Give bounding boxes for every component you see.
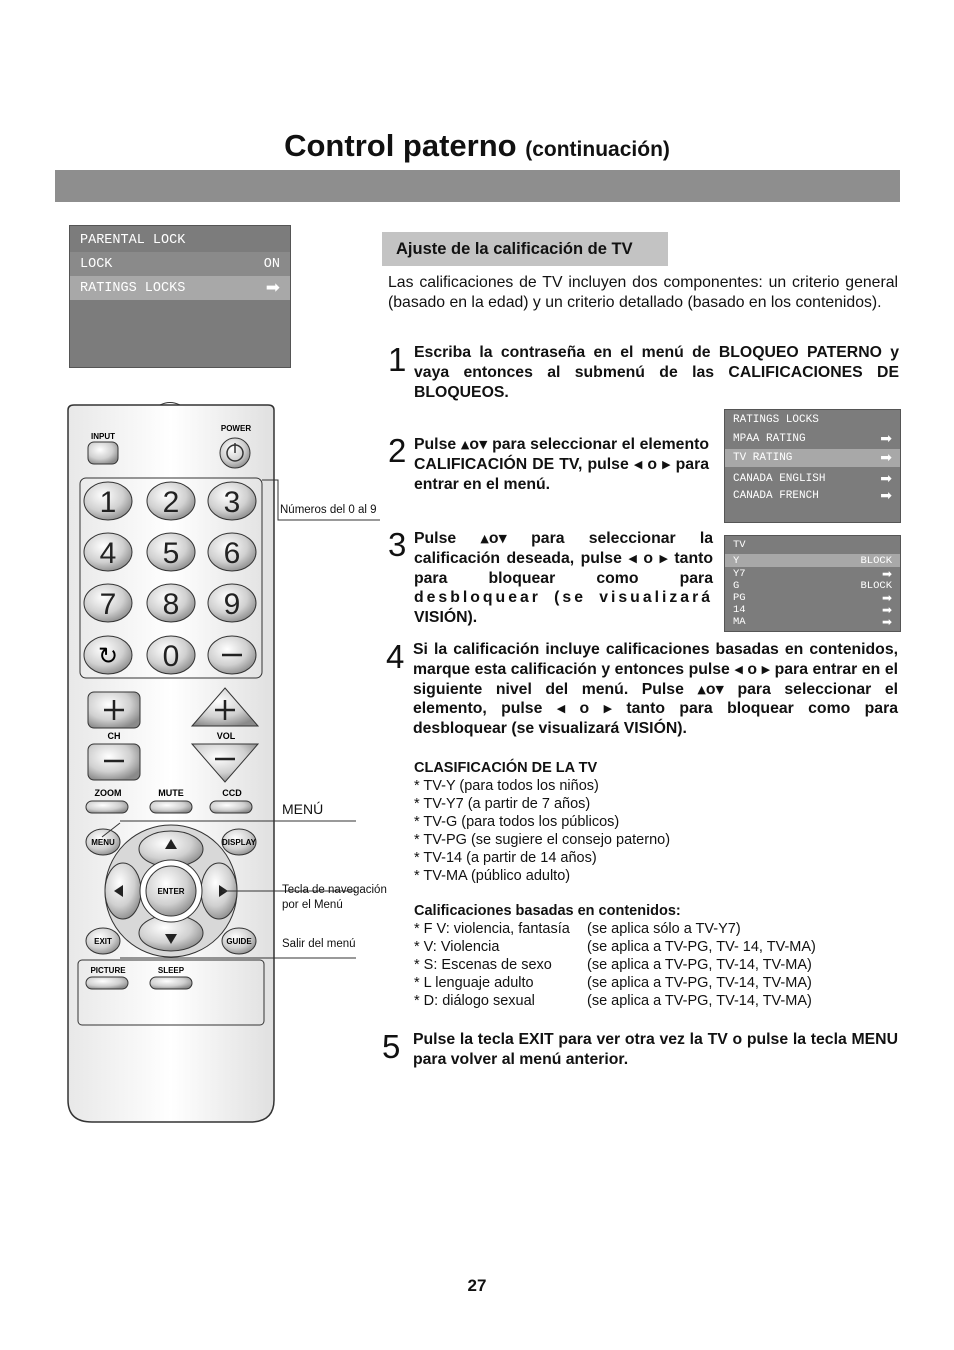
left-arrow-icon: ◀ <box>628 551 637 565</box>
left-arrow-icon: ◀ <box>633 457 643 471</box>
down-arrow-icon: ▼ <box>498 532 507 545</box>
down-arrow-icon: ▼ <box>715 682 724 696</box>
menu-row: CANADA FRENCH ➡ <box>733 488 892 504</box>
content-ratings-list: Calificaciones basadas en contenidos: * F V: violencia, fantasía (se aplica sólo a TV-Y7) * V: Violencia (se aplica a TV-PG, TV- 14, TV-MA) * S: Escenas de sexo (se aplica a TV-PG, TV-14, TV-MA) * L lenguaje adulto (se aplica a TV-PG, TV-14, TV-MA) * D: diálogo sexual (se aplica a TV-PG, TV-14, TV-MA) <box>414 902 894 1010</box>
right-arrow-icon: ➡ <box>881 591 892 605</box>
step-number: 1 <box>388 341 407 378</box>
list-item: * S: Escenas de sexo (se aplica a TV-PG, TV-14, TV-MA) <box>414 957 812 973</box>
down-arrow-icon: ▼ <box>478 438 488 451</box>
svg-text:POWER: POWER <box>220 424 252 433</box>
callout-numbers: Números del 0 al 9 <box>280 504 377 516</box>
menu-row: 14 ➡ <box>733 603 892 617</box>
step-number: 5 <box>382 1028 401 1065</box>
svg-text:ZOOM: ZOOM <box>94 788 122 798</box>
digit-label: 8 <box>162 588 180 621</box>
step-1-text: Escriba la contraseña en el menú de BLOQUEO PATERNO y vaya entonces al submenú de las CALIFICACIONES DE BLOQUEOS. <box>414 344 899 401</box>
intro-text: Las calificaciones de TV incluyen dos componentes: un criterio general (basado en la edad) y un criterio detallado (basado en los contenidos). <box>388 274 898 311</box>
right-arrow-icon: ➡ <box>880 450 892 466</box>
right-arrow-icon: ▶ <box>761 662 771 676</box>
svg-text:SLEEP: SLEEP <box>157 966 185 975</box>
tv-rating-menu <box>724 535 901 632</box>
menu-row: PARENTAL LOCK <box>80 232 186 248</box>
svg-text:MENU: MENU <box>91 838 115 847</box>
digit-label: 3 <box>223 486 241 519</box>
svg-text:ENTER: ENTER <box>157 887 185 896</box>
right-arrow-icon: ➡ <box>881 603 892 617</box>
svg-text:CCD: CCD <box>222 788 242 798</box>
digit-label: 4 <box>99 537 117 570</box>
menu-row: LOCK ON <box>70 252 290 276</box>
menu-row: Y BLOCK <box>725 554 900 567</box>
svg-text:EXIT: EXIT <box>94 937 112 946</box>
step-number: 4 <box>386 638 405 675</box>
digit-label: 7 <box>99 588 117 621</box>
menu-row: MA ➡ <box>733 615 892 629</box>
menu-row: RATINGS LOCKS ➡ <box>70 276 290 300</box>
recall-icon: ↻ <box>97 642 119 670</box>
right-arrow-icon: ➡ <box>265 278 280 298</box>
svg-text:VOL: VOL <box>216 731 236 741</box>
page-number: 27 <box>467 1276 487 1295</box>
step-5-text: Pulse la tecla EXIT para ver otra vez la TV o pulse la tecla MENU para volver al menú anterior. <box>413 1031 898 1068</box>
step-3-text: Pulse ▲o▼ para seleccionar la calificación deseada, pulse ◀ o ▶ tanto para bloquear como para desbloquear (se visualizará VISIÓN). <box>414 530 714 627</box>
right-arrow-icon: ▶ <box>662 457 671 471</box>
right-arrow-icon: ➡ <box>880 471 892 487</box>
list-item: * L lenguaje adulto (se aplica a TV-PG, TV-14, TV-MA) <box>414 975 812 991</box>
menu-row: RATINGS LOCKS <box>733 414 819 426</box>
digit-label: 0 <box>162 640 180 673</box>
svg-text:MUTE: MUTE <box>158 788 184 798</box>
step-2-text: Pulse ▲o▼ para seleccionar el elemento CALIFICACIÓN DE TV, pulse ◀ o ▶ para entrar en el menú. <box>414 436 710 493</box>
digit-label: 1 <box>99 486 117 519</box>
menu-row: TV <box>733 539 746 551</box>
svg-text:PICTURE: PICTURE <box>90 966 126 975</box>
parental-lock-menu <box>69 225 291 368</box>
list-item: * TV-MA (público adulto) <box>414 868 571 884</box>
right-arrow-icon: ➡ <box>881 615 892 629</box>
digit-label: 6 <box>223 537 241 570</box>
up-arrow-icon: ▲ <box>697 682 706 696</box>
svg-text:DISPLAY: DISPLAY <box>222 838 256 847</box>
section-heading: Ajuste de la calificación de TV <box>382 232 668 266</box>
menu-row: PG ➡ <box>733 591 892 605</box>
right-arrow-icon: ➡ <box>880 431 892 447</box>
left-arrow-icon: ◀ <box>734 662 743 676</box>
callout-exit: Salir del menú <box>282 938 356 950</box>
tv-classification-list: CLASIFICACIÓN DE LA TV * TV-Y (para todos los niños) * TV-Y7 (a partir de 7 años) * TV-G (para todos los públicos) * TV-PG (se sugiere el consejo paterno) * TV-14 (a partir de 14 años) * TV-MA (público adulto) <box>414 759 894 885</box>
up-arrow-icon: ▲ <box>460 438 470 451</box>
callout-nav: Tecla de navegación por el Menú <box>282 884 387 911</box>
title-main: Control paterno <box>284 128 517 163</box>
up-arrow-icon: ▲ <box>480 532 489 545</box>
callout-menu: MENÚ <box>282 801 324 817</box>
list-item: * TV-Y (para todos los niños) <box>414 778 599 794</box>
digit-label: 9 <box>223 588 241 621</box>
list-item: * TV-PG (se sugiere el consejo paterno) <box>414 832 671 848</box>
right-arrow-icon: ➡ <box>881 567 892 581</box>
list-item: * TV-Y7 (a partir de 7 años) <box>414 796 591 812</box>
step-number: 3 <box>388 526 407 563</box>
svg-text:CH: CH <box>107 731 121 741</box>
list-item: * V: Violencia (se aplica a TV-PG, TV- 14, TV-MA) <box>414 939 816 955</box>
left-arrow-icon: ◀ <box>556 702 566 716</box>
menu-row: CANADA ENGLISH ➡ <box>733 471 892 487</box>
list-item: * TV-14 (a partir de 14 años) <box>414 850 597 866</box>
svg-text:GUIDE: GUIDE <box>226 937 252 946</box>
title-sub: (continuación) <box>525 138 670 161</box>
right-arrow-icon: ➡ <box>880 488 892 504</box>
step-4-text: Si la calificación incluye calificaciones basadas en contenidos, marque esta calificación y entonces pulse ◀ o ▶ para entrar en el siguiente nivel del menú. Pulse ▲o▼ para seleccionar el elemento, pulse ◀ o ▶ tanto para bloquear como para desbloquear (se visualizará VISIÓN). <box>413 641 899 738</box>
list-item: * TV-G (para todos los públicos) <box>414 814 620 830</box>
menu-row: Y7 ➡ <box>733 567 892 581</box>
menu-row: MPAA RATING ➡ <box>733 431 892 447</box>
digit-label: 5 <box>162 537 180 570</box>
list-item: * F V: violencia, fantasía (se aplica sólo a TV-Y7) <box>414 921 741 937</box>
menu-row: G BLOCK <box>733 580 892 592</box>
page-title <box>0 128 954 164</box>
header-band <box>55 170 900 202</box>
svg-text:INPUT: INPUT <box>91 432 115 441</box>
ratings-locks-menu <box>724 409 901 523</box>
step-number: 2 <box>388 432 407 469</box>
menu-row: TV RATING ➡ <box>725 449 900 467</box>
digit-label: 2 <box>162 486 180 519</box>
right-arrow-icon: ▶ <box>659 551 668 565</box>
right-arrow-icon: ▶ <box>603 702 613 716</box>
list-item: * D: diálogo sexual (se aplica a TV-PG, TV-14, TV-MA) <box>414 993 812 1009</box>
